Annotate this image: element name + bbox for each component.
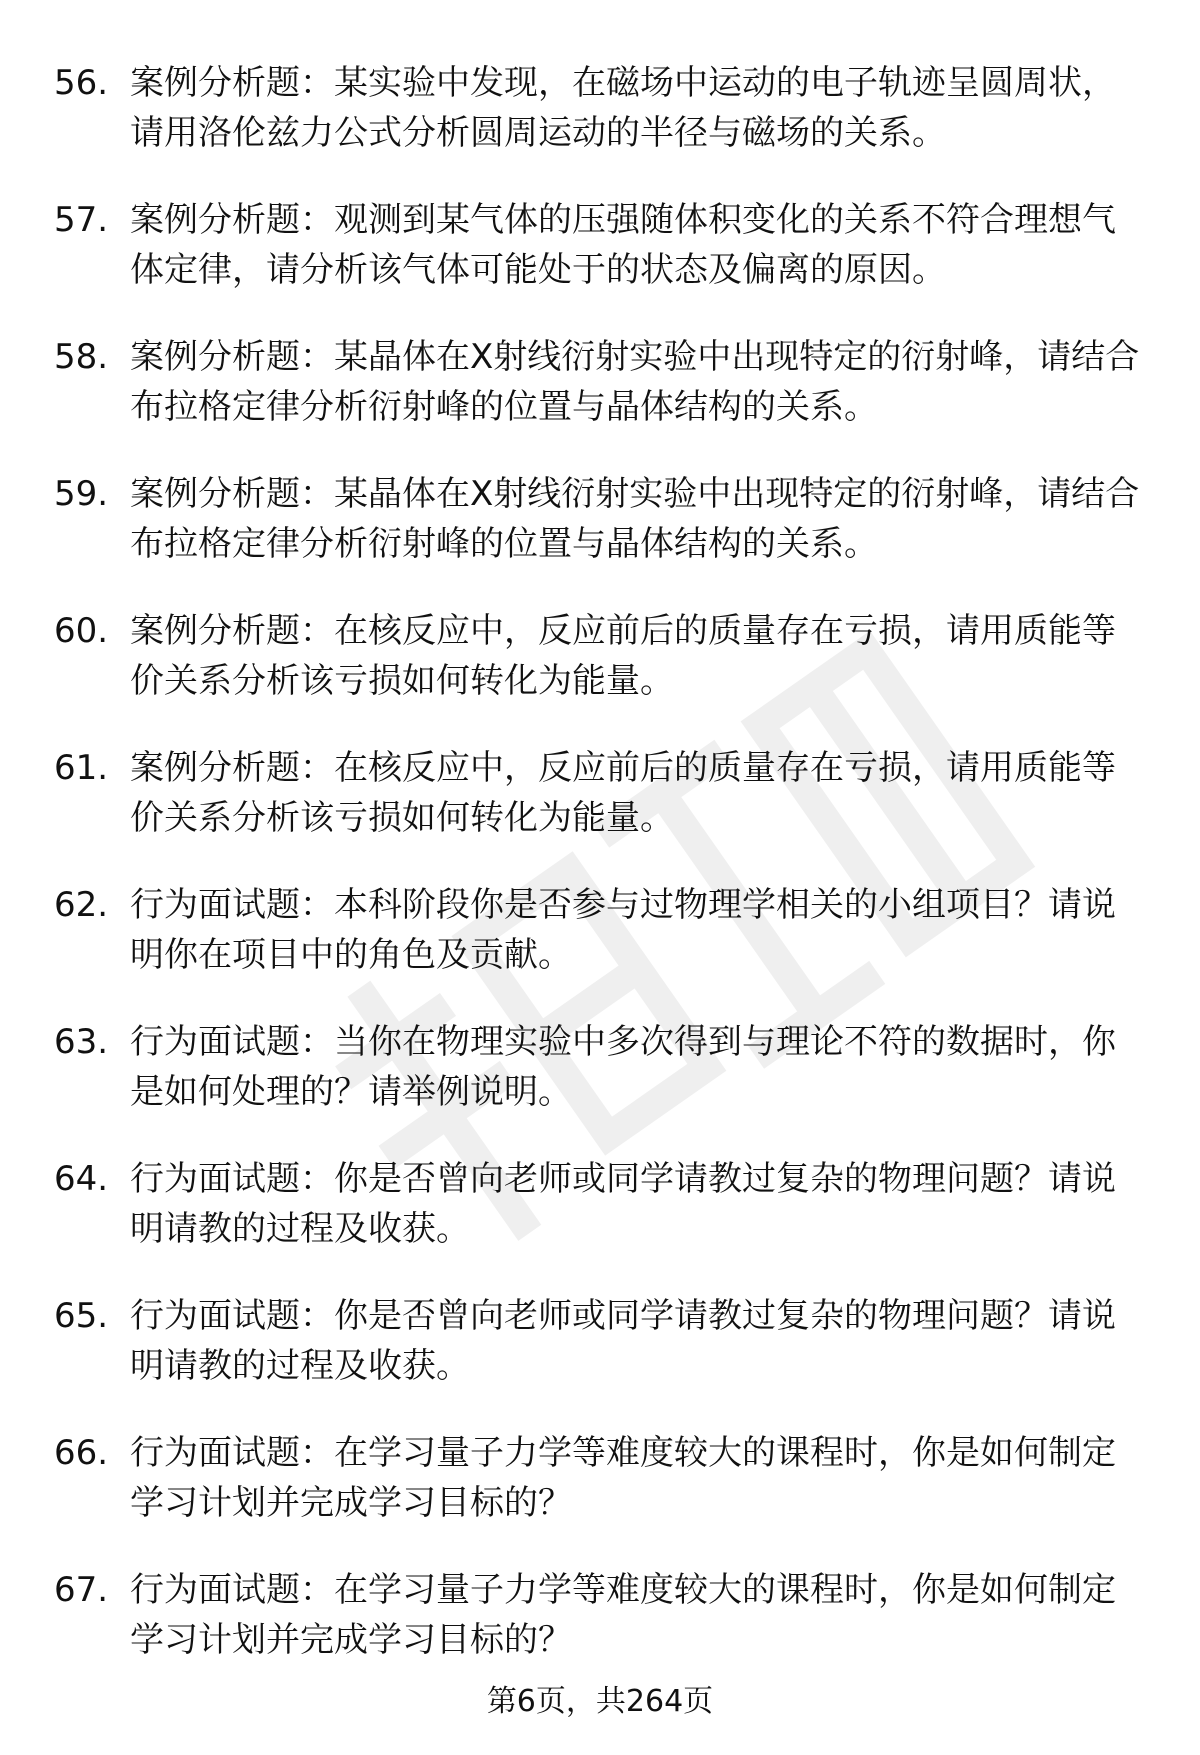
question-text: 案例分析题：在核反应中，反应前后的质量存在亏损，请用质能等价关系分析该亏损如何转化为能量。 bbox=[130, 748, 1116, 838]
question-item bbox=[54, 58, 1154, 158]
question-number: 60. bbox=[54, 611, 109, 651]
question-text: 案例分析题：某晶体在X射线衍射实验中出现特定的衍射峰，请结合布拉格定律分析衍射峰的位置与晶体结构的关系。 bbox=[130, 474, 1140, 564]
question-item bbox=[54, 1017, 1154, 1117]
question-text: 案例分析题：某实验中发现，在磁场中运动的电子轨迹呈圆周状，请用洛伦兹力公式分析圆周运动的半径与磁场的关系。 bbox=[130, 63, 1116, 153]
question-number: 64. bbox=[54, 1159, 109, 1199]
question-text: 案例分析题：在核反应中，反应前后的质量存在亏损，请用质能等价关系分析该亏损如何转化为能量。 bbox=[130, 611, 1116, 701]
question-number: 65. bbox=[54, 1296, 109, 1336]
question-item bbox=[54, 195, 1154, 295]
question-number: 67. bbox=[54, 1570, 109, 1610]
question-text: 行为面试题：在学习量子力学等难度较大的课程时，你是如何制定学习计划并完成学习目标的？ bbox=[130, 1570, 1116, 1660]
question-item bbox=[54, 469, 1154, 569]
question-item bbox=[54, 1565, 1154, 1665]
question-list bbox=[54, 58, 1154, 1702]
question-item bbox=[54, 743, 1154, 843]
question-item bbox=[54, 1154, 1154, 1254]
question-number: 58. bbox=[54, 337, 109, 377]
question-number: 57. bbox=[54, 200, 109, 240]
question-item bbox=[54, 332, 1154, 432]
question-text: 行为面试题：你是否曾向老师或同学请教过复杂的物理问题？请说明请教的过程及收获。 bbox=[130, 1296, 1116, 1386]
question-text: 行为面试题：当你在物理实验中多次得到与理论不符的数据时，你是如何处理的？请举例说明。 bbox=[130, 1022, 1116, 1112]
question-number: 56. bbox=[54, 63, 109, 103]
question-text: 案例分析题：某晶体在X射线衍射实验中出现特定的衍射峰，请结合布拉格定律分析衍射峰的位置与晶体结构的关系。 bbox=[130, 337, 1140, 427]
question-item bbox=[54, 1291, 1154, 1391]
question-number: 62. bbox=[54, 885, 109, 925]
question-item bbox=[54, 1428, 1154, 1528]
question-text: 行为面试题：你是否曾向老师或同学请教过复杂的物理问题？请说明请教的过程及收获。 bbox=[130, 1159, 1116, 1249]
question-text: 行为面试题：本科阶段你是否参与过物理学相关的小组项目？请说明你在项目中的角色及贡献。 bbox=[130, 885, 1116, 975]
question-item bbox=[54, 606, 1154, 706]
question-item bbox=[54, 880, 1154, 980]
question-number: 66. bbox=[54, 1433, 109, 1473]
question-number: 61. bbox=[54, 748, 109, 788]
question-number: 59. bbox=[54, 474, 109, 514]
question-text: 案例分析题：观测到某气体的压强随体积变化的关系不符合理想气体定律，请分析该气体可能处于的状态及偏离的原因。 bbox=[130, 200, 1116, 290]
page-footer: 第6页，共264页 bbox=[486, 1684, 714, 1719]
question-text: 行为面试题：在学习量子力学等难度较大的课程时，你是如何制定学习计划并完成学习目标的？ bbox=[130, 1433, 1116, 1523]
question-number: 63. bbox=[54, 1022, 109, 1062]
